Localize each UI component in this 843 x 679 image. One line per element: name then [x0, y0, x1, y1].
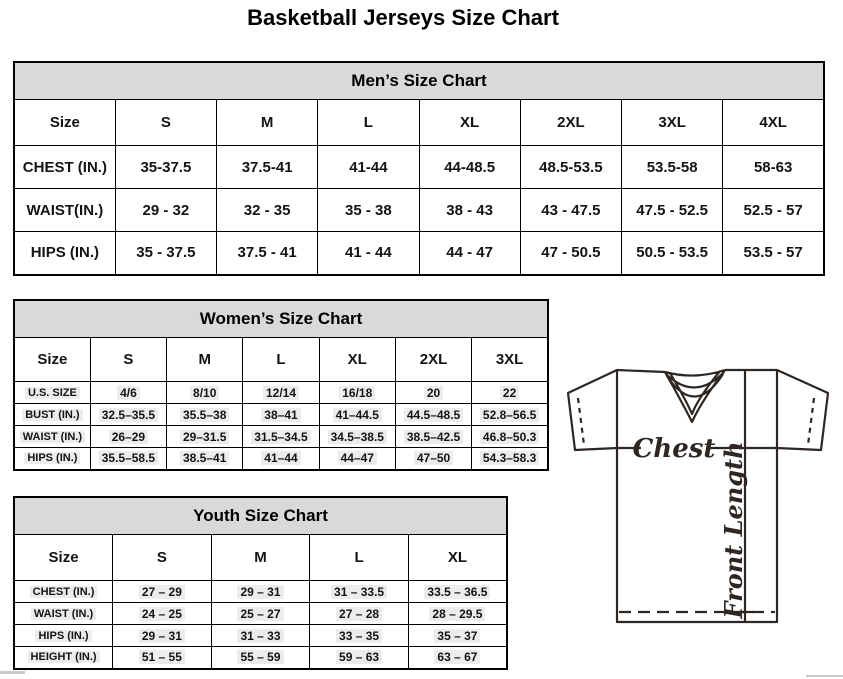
mens-cell-value: 44 - 47 [419, 232, 520, 275]
womens-cell-value-text: 16/18 [339, 386, 375, 400]
mens-cell-value: 35-37.5 [115, 146, 216, 189]
youth-row-label-text: HEIGHT (IN.) [28, 651, 100, 663]
womens-cell-value-text: 46.8–50.3 [480, 430, 539, 444]
womens-cell-value-text: 12/14 [263, 386, 299, 400]
mens-cell-value: 52.5 - 57 [723, 189, 824, 232]
youth-table-title: Youth Size Chart [14, 497, 507, 535]
youth-column-header-m: M [211, 535, 310, 581]
youth-size-chart [13, 496, 508, 668]
womens-cell-value-text: 8/10 [190, 386, 219, 400]
mens-table [13, 61, 825, 276]
youth-cell-value [408, 603, 507, 625]
youth-cell-value-text: 35 – 37 [434, 629, 480, 643]
mens-cell-value: 43 - 47.5 [520, 189, 621, 232]
youth-cell-value-text: 63 – 67 [434, 650, 480, 664]
youth-cell-value [113, 625, 212, 647]
jersey-measurement-diagram [555, 356, 837, 628]
youth-cell-value-text: 24 – 25 [139, 607, 185, 621]
womens-cell-value [319, 382, 395, 404]
mens-column-header-2xl: 2XL [520, 100, 621, 146]
mens-column-header-m: M [217, 100, 318, 146]
womens-cell-value-text: 54.3–58.3 [480, 451, 539, 465]
youth-cell-value [310, 581, 409, 603]
mens-cell-value: 53.5-58 [622, 146, 723, 189]
womens-cell-value [472, 404, 548, 426]
youth-row-label [14, 647, 113, 669]
youth-cell-value [211, 625, 310, 647]
womens-column-header-xl: XL [319, 338, 395, 382]
mens-cell-value: 50.5 - 53.5 [622, 232, 723, 275]
youth-column-header-l: L [310, 535, 409, 581]
youth-cell-value [408, 647, 507, 669]
mens-column-header-3xl: 3XL [622, 100, 723, 146]
page-title: Basketball Jerseys Size Chart [247, 5, 559, 30]
chest-label: Chest [632, 434, 716, 464]
womens-cell-value [395, 448, 471, 470]
youth-cell-value-text: 33 – 35 [336, 629, 382, 643]
youth-row-label [14, 603, 113, 625]
womens-cell-value-text: 35.5–38 [180, 408, 229, 422]
womens-cell-value [167, 448, 243, 470]
youth-cell-value [211, 603, 310, 625]
youth-table [13, 496, 508, 670]
womens-row-label [14, 448, 90, 470]
mens-size-chart [13, 61, 825, 275]
womens-cell-value [90, 404, 166, 426]
mens-cell-value: 37.5-41 [217, 146, 318, 189]
youth-cell-value-text: 29 – 31 [139, 629, 185, 643]
womens-cell-value [167, 426, 243, 448]
womens-cell-value [319, 426, 395, 448]
youth-cell-value-text: 27 – 29 [139, 585, 185, 599]
womens-cell-value-text: 20 [424, 386, 443, 400]
womens-cell-value-text: 29–31.5 [180, 430, 229, 444]
mens-row-label: HIPS (IN.) [14, 232, 115, 275]
youth-cell-value-text: 29 – 31 [237, 585, 283, 599]
youth-cell-value [310, 647, 409, 669]
mens-column-header-4xl: 4XL [723, 100, 824, 146]
womens-row-label [14, 382, 90, 404]
womens-cell-value-text: 38–41 [261, 408, 300, 422]
youth-cell-value [310, 603, 409, 625]
womens-cell-value [472, 382, 548, 404]
mens-cell-value: 35 - 37.5 [115, 232, 216, 275]
mens-cell-value: 38 - 43 [419, 189, 520, 232]
womens-cell-value-text: 47–50 [414, 451, 453, 465]
youth-cell-value-text: 33.5 – 36.5 [424, 585, 490, 599]
youth-column-header-s: S [113, 535, 212, 581]
youth-cell-value-text: 51 – 55 [139, 650, 185, 664]
edge-artifact-right [806, 675, 843, 677]
womens-cell-value [472, 448, 548, 470]
mens-cell-value: 35 - 38 [318, 189, 419, 232]
youth-cell-value [408, 581, 507, 603]
womens-cell-value-text: 52.8–56.5 [480, 408, 539, 422]
youth-column-header-xl: XL [408, 535, 507, 581]
womens-cell-value-text: 26–29 [109, 430, 148, 444]
womens-cell-value-text: 41–44.5 [333, 408, 382, 422]
womens-cell-value-text: 38.5–41 [180, 451, 229, 465]
womens-cell-value-text: 38.5–42.5 [404, 430, 463, 444]
youth-row-label-text: CHEST (IN.) [30, 586, 98, 598]
mens-cell-value: 53.5 - 57 [723, 232, 824, 275]
womens-cell-value-text: 31.5–34.5 [251, 430, 310, 444]
mens-cell-value: 37.5 - 41 [217, 232, 318, 275]
womens-column-header-3xl: 3XL [472, 338, 548, 382]
youth-cell-value [113, 647, 212, 669]
youth-row-label-text: WAIST (IN.) [31, 608, 96, 620]
mens-cell-value: 48.5-53.5 [520, 146, 621, 189]
youth-cell-value [211, 647, 310, 669]
youth-cell-value [113, 581, 212, 603]
youth-cell-value [310, 625, 409, 647]
mens-column-header-size: Size [14, 100, 115, 146]
womens-table [13, 299, 549, 471]
womens-column-header-size: Size [14, 338, 90, 382]
mens-cell-value: 44-48.5 [419, 146, 520, 189]
mens-cell-value: 47 - 50.5 [520, 232, 621, 275]
womens-column-header-m: M [167, 338, 243, 382]
youth-cell-value-text: 28 – 29.5 [429, 607, 485, 621]
mens-column-header-s: S [115, 100, 216, 146]
mens-row-label: WAIST(IN.) [14, 189, 115, 232]
womens-cell-value-text: 35.5–58.5 [99, 451, 158, 465]
womens-table-title: Women’s Size Chart [14, 300, 548, 338]
womens-cell-value [243, 404, 319, 426]
womens-column-header-l: L [243, 338, 319, 382]
womens-column-header-s: S [90, 338, 166, 382]
jersey-collar [665, 370, 725, 422]
mens-cell-value: 41-44 [318, 146, 419, 189]
womens-cell-value-text: 4/6 [117, 386, 140, 400]
edge-artifact-left [0, 671, 25, 674]
youth-cell-value-text: 31 – 33.5 [331, 585, 387, 599]
womens-row-label-text: HIPS (IN.) [24, 452, 80, 464]
youth-row-label [14, 581, 113, 603]
youth-cell-value-text: 55 – 59 [237, 650, 283, 664]
womens-cell-value-text: 44–47 [338, 451, 377, 465]
youth-cell-value [113, 603, 212, 625]
womens-cell-value [167, 404, 243, 426]
womens-cell-value-text: 44.5–48.5 [404, 408, 463, 422]
front-length-label: Front Length [719, 441, 748, 619]
womens-row-label-text: U.S. SIZE [25, 387, 80, 399]
womens-cell-value [90, 448, 166, 470]
youth-cell-value-text: 27 – 28 [336, 607, 382, 621]
womens-cell-value-text: 32.5–35.5 [99, 408, 158, 422]
womens-cell-value [90, 426, 166, 448]
womens-cell-value [395, 404, 471, 426]
womens-cell-value [243, 426, 319, 448]
womens-cell-value [319, 404, 395, 426]
mens-cell-value: 32 - 35 [217, 189, 318, 232]
mens-column-header-l: L [318, 100, 419, 146]
youth-cell-value-text: 25 – 27 [237, 607, 283, 621]
womens-column-header-2xl: 2XL [395, 338, 471, 382]
mens-cell-value: 29 - 32 [115, 189, 216, 232]
youth-cell-value [408, 625, 507, 647]
youth-cell-value-text: 31 – 33 [237, 629, 283, 643]
youth-row-label [14, 625, 113, 647]
mens-cell-value: 47.5 - 52.5 [622, 189, 723, 232]
youth-column-header-size: Size [14, 535, 113, 581]
womens-cell-value [90, 382, 166, 404]
jersey-outline [568, 370, 828, 622]
youth-row-label-text: HIPS (IN.) [35, 630, 91, 642]
womens-size-chart [13, 299, 549, 469]
womens-row-label [14, 404, 90, 426]
womens-cell-value [167, 382, 243, 404]
womens-row-label-text: BUST (IN.) [22, 409, 82, 421]
womens-cell-value-text: 41–44 [261, 451, 300, 465]
womens-row-label-text: WAIST (IN.) [20, 431, 85, 443]
mens-cell-value: 41 - 44 [318, 232, 419, 275]
womens-cell-value [395, 382, 471, 404]
womens-cell-value-text: 34.5–38.5 [328, 430, 387, 444]
womens-cell-value [243, 382, 319, 404]
mens-row-label: CHEST (IN.) [14, 146, 115, 189]
mens-column-header-xl: XL [419, 100, 520, 146]
womens-cell-value-text: 22 [500, 386, 519, 400]
womens-cell-value [319, 448, 395, 470]
womens-cell-value [395, 426, 471, 448]
womens-cell-value [243, 448, 319, 470]
womens-row-label [14, 426, 90, 448]
mens-cell-value: 58-63 [723, 146, 824, 189]
youth-cell-value [211, 581, 310, 603]
womens-cell-value [472, 426, 548, 448]
mens-table-title: Men’s Size Chart [14, 62, 824, 100]
youth-cell-value-text: 59 – 63 [336, 650, 382, 664]
